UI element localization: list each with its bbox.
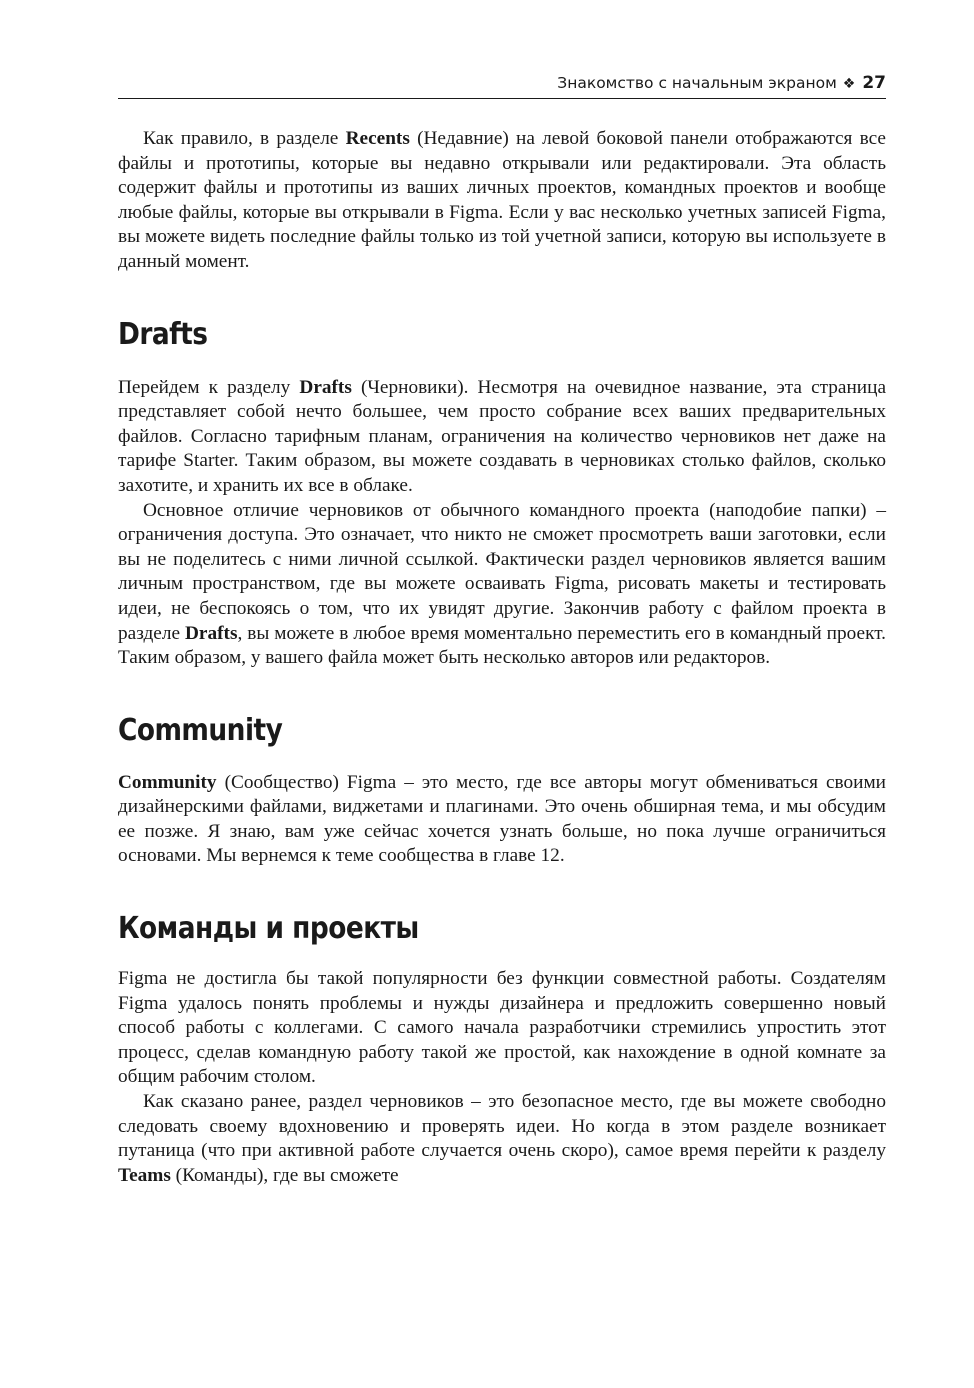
text-run: (Недавние) на левой боковой панели отображаются все файлы и прототипы, которые вы недавно открывали или редактировали. Эта область содержит файлы и прототипы из ваших личных проектов, командных проектов и вообще любые файлы, которые вы открывали в Figma. Если у вас несколько учетных записей Figma, вы можете видеть последние файлы только из той учетной записи, которую вы используете в данный момент. [118,128,886,272]
teams-paragraph-1: Figma не достигла бы такой популярности без функции совместной работы. Создателям Figma удалось понять проблемы и нужды дизайнера и предложить совершенно новый способ работы с коллегами. С самого начала разработчики стремились упростить этот процесс, сделав командную работу такой же простой, как нахождение в одной комнате за общим рабочим столом. [118,968,886,1088]
community-paragraph [118,771,886,869]
text-run: Как сказано ранее, раздел черновиков – это безопасное место, где вы можете свободно следовать своему вдохновению и проверять идеи. Но когда в этом разделе возникает путаница (что при активной работе случается очень скоро), самое время перейти к разделу [118,1091,886,1162]
term-recents: Recents [345,128,410,149]
section-heading-drafts: Drafts [118,316,208,352]
text-run: Перейдем к разделу [118,376,300,398]
drafts-paragraph-1 [118,376,886,499]
section-heading-community: Community [118,712,283,748]
running-header-text [557,73,886,93]
text-run: Основное отличие черновиков от обычного командного проекта (наподобие папки) – ограничения доступа. Это означает, что никто не сможет просмотреть ваши заготовки, если вы не поделитесь с ними личной ссылкой. Фактически раздел черновиков является вашим личным пространством, где вы можете осваивать Figma, рисовать макеты и тестировать идеи, не беспокоясь о том, что их увидят другие. Закончив работу с файлом проекта в разделе [118,499,886,644]
term-drafts: Drafts [185,622,238,644]
text-run: Как правило, в разделе [143,128,346,149]
text-run: (Черновики). Несмотря на очевидное название, эта страница представляет собой нечто большее, чем просто собрание всех ваших предварительных файлов. Согласно тарифным планам, ограничения на количество черновиков нет даже на тарифе Starter. Таким образом, вы можете создавать в черновиках столько файлов, сколько захотите, и хранить их все в облаке. [118,376,886,496]
text-run: , вы можете в любое время моментально переместить его в командный проект. Таким образом, у вашего файла может быть несколько авторов или редакторов. [118,622,886,669]
ornament-icon: ❖ [842,76,856,92]
term-drafts: Drafts [299,376,352,398]
page-body [118,127,886,1188]
drafts-paragraph-2 [118,499,886,671]
chapter-title: Знакомство с начальным экраном [557,74,837,92]
teams-paragraph-2 [118,1090,886,1188]
page-number: 27 [862,73,886,93]
intro-paragraph [118,127,886,275]
text-run: (Команды), где вы сможете [170,1164,399,1186]
term-community: Community [118,771,217,793]
section-heading-teams: Команды и проекты [118,911,419,947]
running-header [118,68,886,99]
text-run: (Сообщество) Figma – это место, где все авторы могут обмениваться своими дизайнерскими файлами, виджетами и плагинами. Это очень обширная тема, и мы обсудим ее позже. Я знаю, вам уже сейчас хочется узнать больше, но пока лучше ограничиться основами. Мы вернемся к теме сообщества в главе 12. [118,771,886,867]
term-teams: Teams [118,1164,171,1186]
